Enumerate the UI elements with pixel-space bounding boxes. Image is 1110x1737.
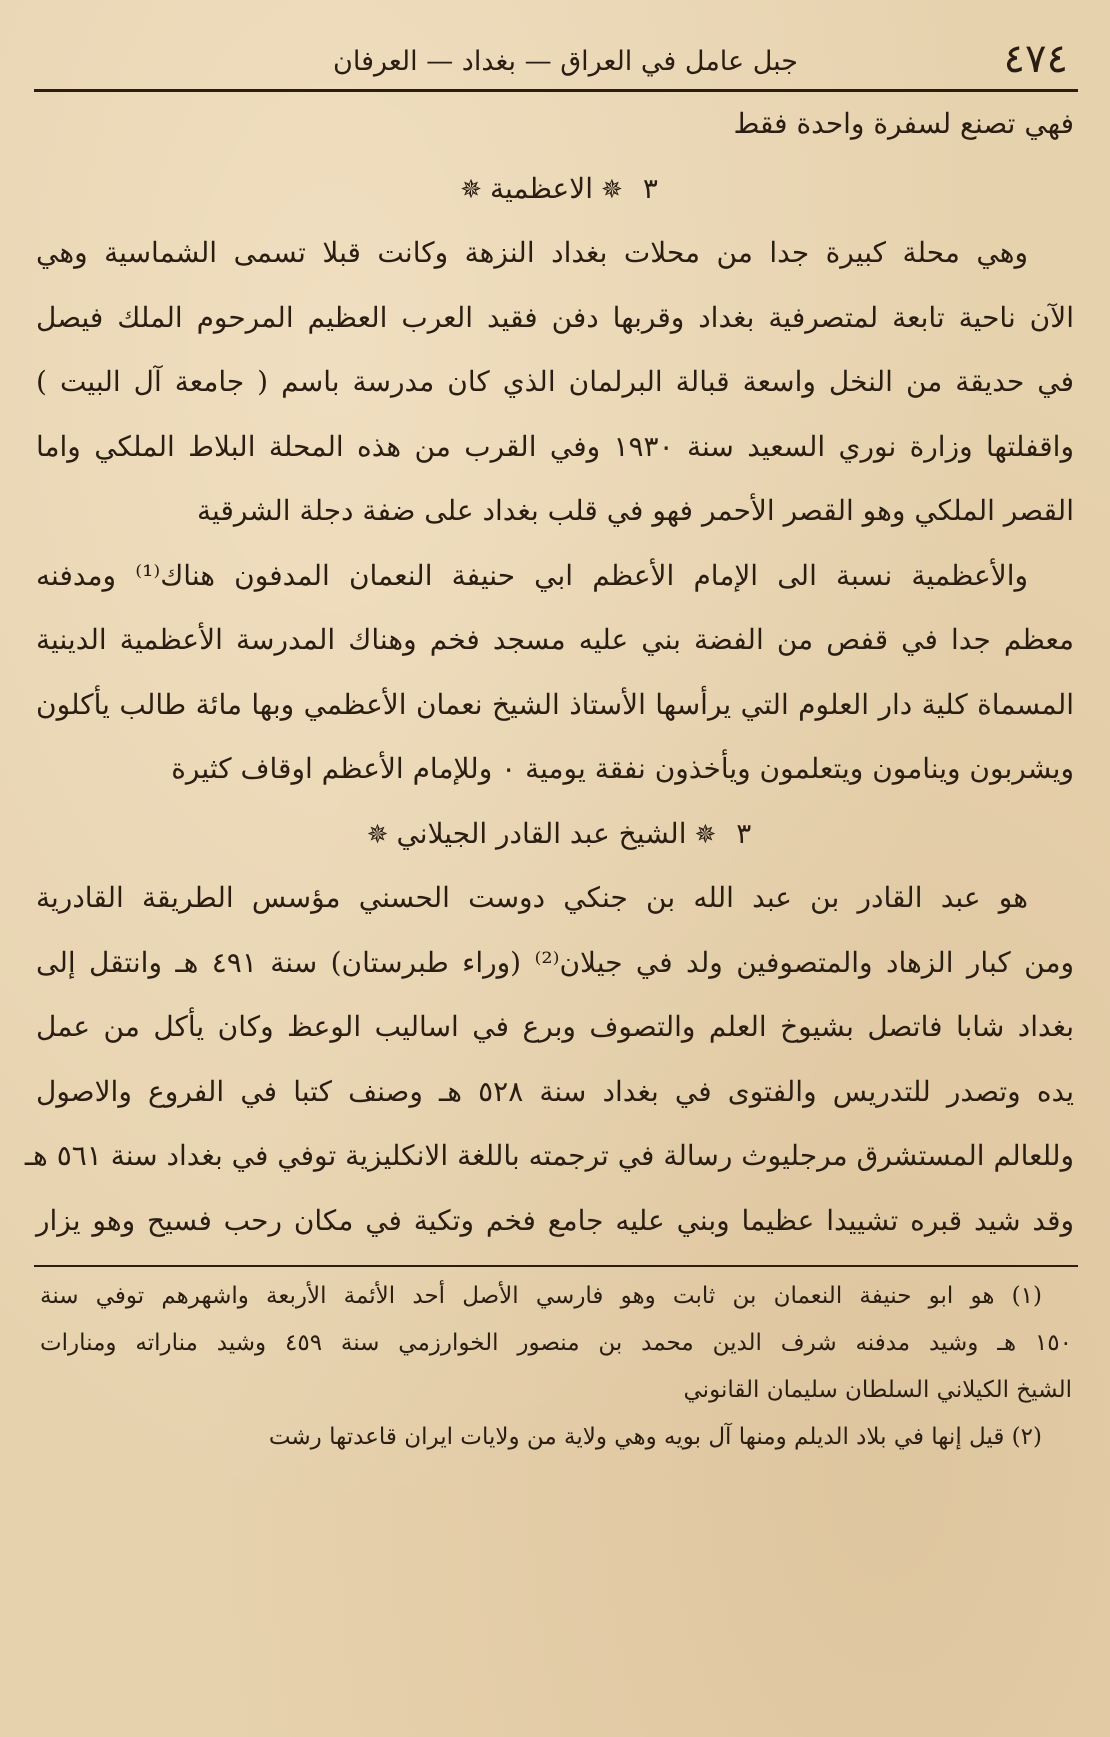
footnote-line: الشيخ الكيلاني السلطان سليمان القانوني bbox=[683, 1377, 1072, 1403]
text-line: وقد شيد قبره تشييدا عظيما وبني عليه جامع فخم وتكية في مكان رحب فسيح وهو يزار bbox=[36, 1203, 1074, 1237]
text-line: يده وتصدر للتدريس والفتوى في بغداد سنة ٥٢٨ هـ وصنف كتبا في الفروع والاصول bbox=[36, 1074, 1075, 1108]
section-number: ٣ bbox=[736, 816, 752, 850]
text-line: ويشربون وينامون ويتعلمون ويأخذون نفقة يومية ٠ وللإمام الأعظم اوقاف كثيرة bbox=[171, 752, 1074, 785]
text-line: القصر الملكي وهو القصر الأحمر فهو في قلب بغداد على ضفة دجلة الشرقية bbox=[196, 494, 1074, 527]
text-line: المسماة كلية دار العلوم التي يرأسها الأستاذ الشيخ نعمان الأعظمي وبها مائة طالب يأكلون bbox=[36, 687, 1075, 721]
ornament-icon: ✵ bbox=[460, 174, 482, 205]
text-line: بغداد شابا فاتصل بشيوخ العلم والتصوف وبرع في اساليب الوعظ وكان يأكل من عمل bbox=[36, 1010, 1074, 1043]
main-text bbox=[24, 92, 1078, 1253]
text-line: وهي محلة كبيرة جدا من محلات بغداد النزهة وكانت قبلا تسمى الشماسية وهي bbox=[36, 236, 1028, 269]
section-title: الشيخ عبد القادر الجيلاني bbox=[396, 816, 687, 850]
text-line: في حديقة من النخل واسعة قبالة البرلمان الذي كان مدرسة باسم ( جامعة آل البيت ) bbox=[36, 365, 1074, 398]
footnote-line: (٢) قيل إنها في بلاد الديلم ومنها آل بويه وهي ولاية من ولايات ايران قاعدتها رشت bbox=[268, 1424, 1042, 1450]
section-heading-adhamiya bbox=[36, 157, 1074, 222]
text-line: ومن كبار الزهاد والمتصوفين ولد في جيلان⁽²⁾ (وراء طبرستان) سنة ٤٩١ هـ وانتقل إلى bbox=[36, 945, 1074, 979]
footnote-line: ١٥٠ هـ وشيد مدفنه شرف الدين محمد بن منصور الخوارزمي سنة ٤٥٩ وشيد مناراته ومنارات bbox=[40, 1330, 1072, 1356]
text-line: واقفلتها وزارة نوري السعيد سنة ١٩٣٠ وفي القرب من هذه المحلة البلاط الملكي واما bbox=[36, 429, 1074, 463]
text-line: الآن ناحية تابعة لمتصرفية بغداد وقربها دفن فقيد العرب العظيم المرحوم الملك فيصل bbox=[36, 300, 1074, 334]
ornament-icon: ✵ bbox=[601, 174, 623, 205]
footnotes bbox=[34, 1267, 1078, 1461]
text-line: فهي تصنع لسفرة واحدة فقط bbox=[733, 107, 1074, 140]
ornament-icon: ✵ bbox=[366, 819, 389, 850]
section-heading-jilani bbox=[36, 802, 1074, 867]
text-line: معظم جدا في قفص من الفضة بني عليه مسجد فخم وهناك المدرسة الأعظمية الدينية bbox=[36, 623, 1074, 656]
running-head bbox=[34, 30, 1078, 92]
text-line: والأعظمية نسبة الى الإمام الأعظم ابي حنيفة النعمان المدفون هناك⁽¹⁾ ومدفنه bbox=[36, 558, 1028, 592]
page-number: ٤٧٤ bbox=[1003, 36, 1068, 82]
running-title: جبل عامل في العراق — بغداد — العرفان bbox=[333, 46, 798, 77]
text-line: هو عبد القادر بن عبد الله بن جنكي دوست الحسني مؤسس الطريقة القادرية bbox=[36, 881, 1028, 914]
section-number: ٣ bbox=[642, 171, 658, 205]
text-line: وللعالم المستشرق مرجليوث رسالة في ترجمته باللغة الانكليزية توفي في بغداد سنة ٥٦١ هـ bbox=[24, 1139, 1074, 1172]
footnote-line: (١) هو ابو حنيفة النعمان بن ثابت وهو فارسي الأصل أحد الأئمة الأربعة واشهرهم توفي سنة bbox=[40, 1283, 1042, 1309]
section-title: الاعظمية bbox=[489, 171, 594, 205]
ornament-icon: ✵ bbox=[694, 819, 717, 850]
